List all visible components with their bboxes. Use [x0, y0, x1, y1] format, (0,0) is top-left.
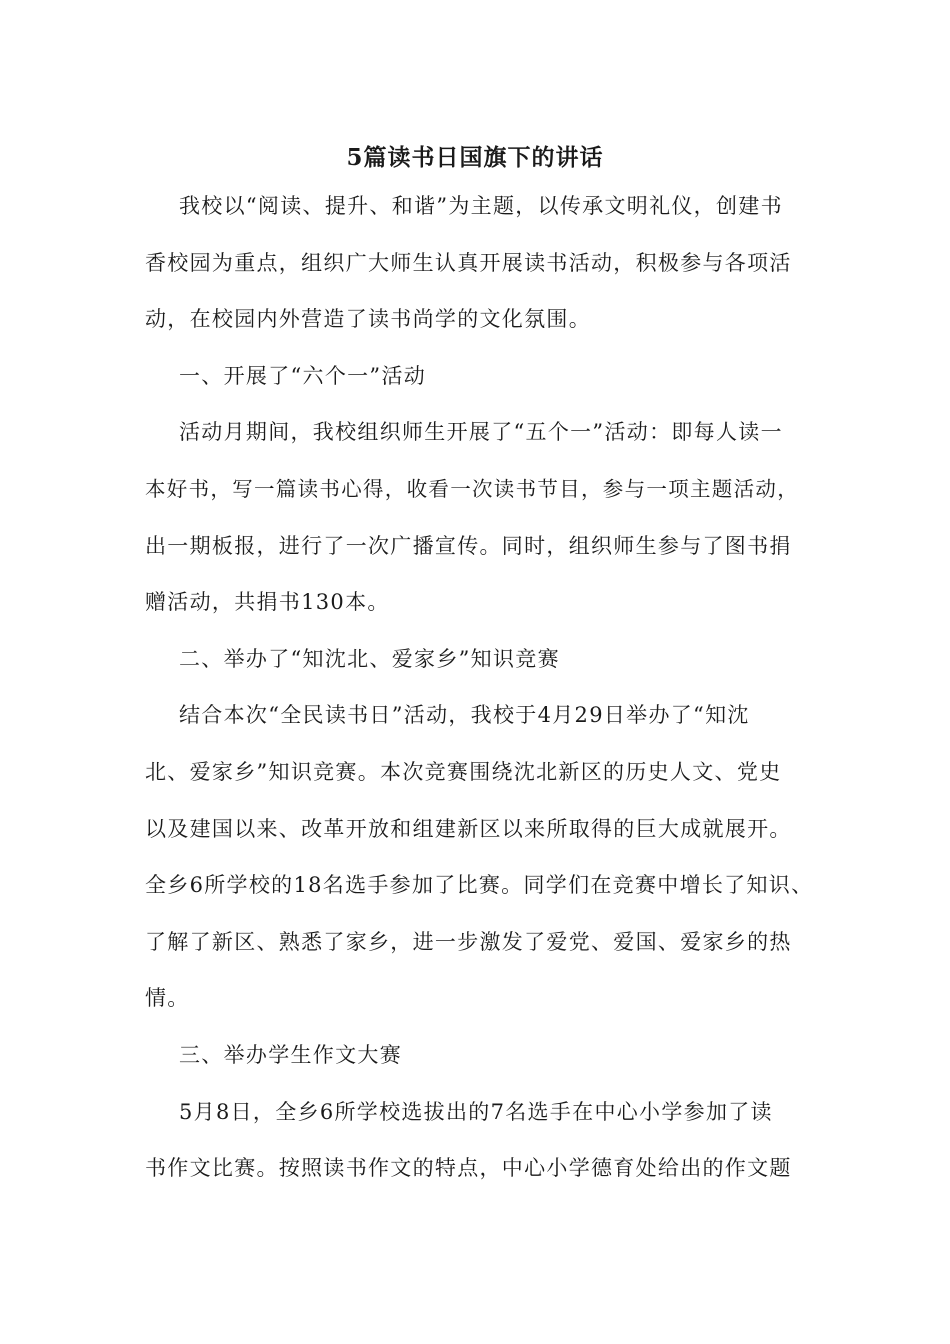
document-title: 5篇读书日国旗下的讲话: [346, 144, 604, 171]
text-line: 动，在校园内外营造了读书尚学的文化氛围。: [145, 307, 591, 332]
text-line: 以及建国以来、改革开放和组建新区以来所取得的巨大成就展开。: [145, 816, 792, 841]
text-line: 了解了新区、熟悉了家乡，进一步激发了爱党、爱国、爱家乡的热: [145, 929, 792, 954]
text-line: 赠活动，共捐书130本。: [145, 590, 390, 615]
document-body: [145, 192, 814, 1211]
text-line: 情。: [145, 986, 190, 1011]
text-line: 全乡6所学校的18名选手参加了比赛。同学们在竞赛中增长了知识、: [145, 873, 814, 898]
text-line: 书作文比赛。按照读书作文的特点，中心小学德育处给出的作文题: [145, 1156, 792, 1181]
text-line: 本好书，写一篇读书心得，收看一次读书节目，参与一项主题活动，: [145, 476, 799, 501]
section-heading: 一、开展了“六个一”活动: [179, 363, 427, 388]
text-line: 出一期板报，进行了一次广播宣传。同时，组织师生参与了图书捐: [145, 533, 792, 558]
text-line: 结合本次“全民读书日”活动，我校于4月29日举办了“知沈: [179, 703, 750, 728]
section-heading: 二、举办了“知沈北、爱家乡”知识竞赛: [179, 646, 560, 671]
text-line: 我校以“阅读、提升、和谐”为主题，以传承文明礼仪，创建书: [179, 194, 783, 218]
section-heading: 三、举办学生作文大赛: [179, 1042, 402, 1067]
text-line: 5月8日，全乡6所学校选拔出的7名选手在中心小学参加了读: [179, 1099, 773, 1124]
text-line: 香校园为重点，组织广大师生认真开展读书活动，积极参与各项活: [145, 250, 792, 275]
text-line: 北、爱家乡”知识竞赛。本次竞赛围绕沈北新区的历史人文、党史: [145, 759, 782, 784]
text-line: 活动月期间，我校组织师生开展了“五个一”活动：即每人读一: [179, 420, 783, 445]
